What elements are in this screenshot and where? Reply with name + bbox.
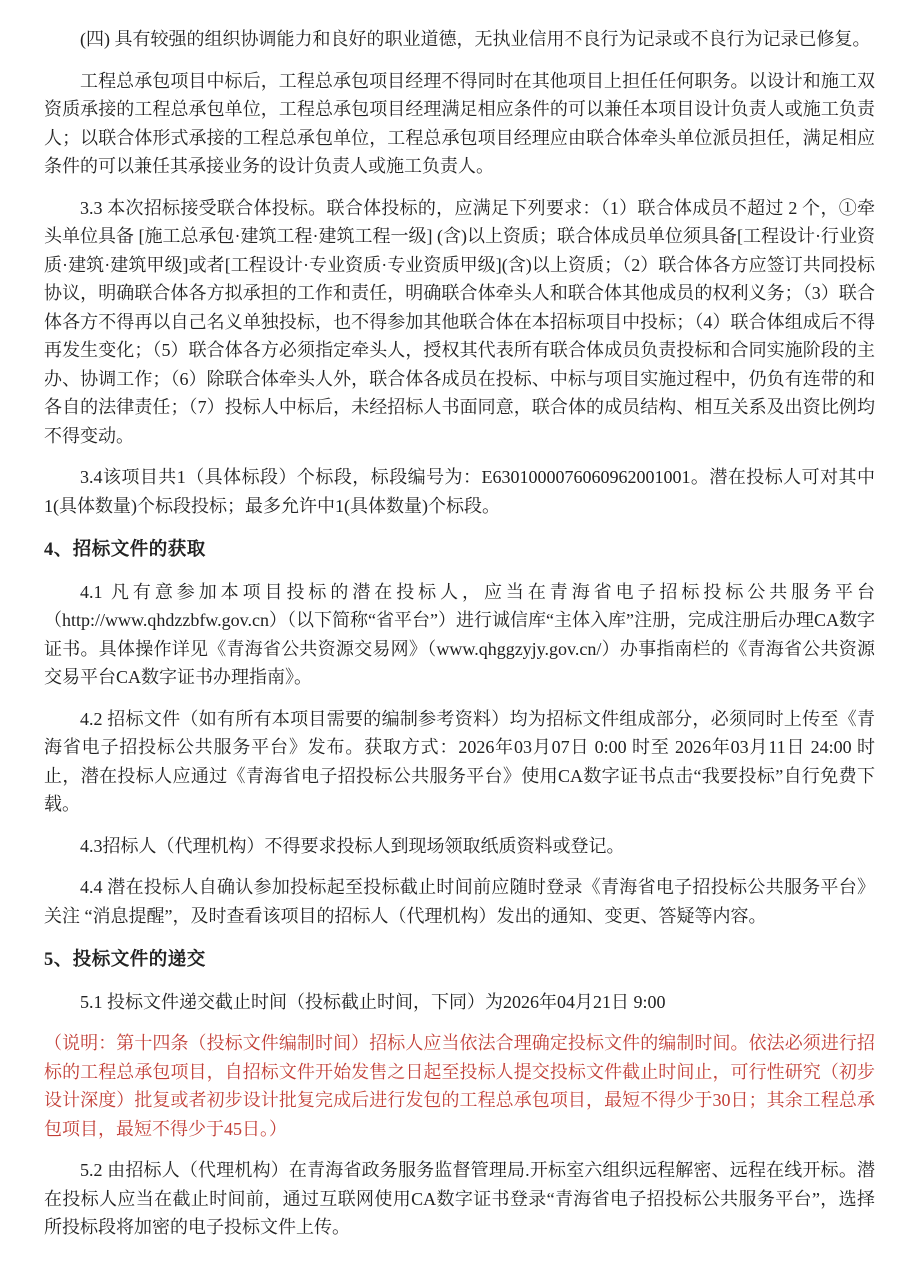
paragraph-note-article-14-red: （说明：第十四条（投标文件编制时间）招标人应当依法合理确定投标文件的编制时间。依法必须进行招标的工程总承包项目，自招标文件开始发售之日起至投标人提交投标文件截止时间止，可行性研究（初步设计深度）批复或者初步设计批复完成后进行发包的工程总承包项目，最短不得少于30日；其余工程总承包项目，最短不得少于45日。） <box>44 1033 875 1139</box>
section-heading-4-obtaining-bid-documents: 4、招标文件的获取 <box>44 540 206 560</box>
section-heading-5-bid-submission: 5、投标文件的递交 <box>44 950 206 970</box>
paragraph-3-4-bid-sections: 3.4该项目共1（具体标段）个标段，标段编号为：E6301000076060962001001。潜在投标人可对其中1(具体数量)个标段投标；最多允许中1(具体数量)个标段。 <box>44 467 875 516</box>
paragraph-4-3-no-onsite-collection: 4.3招标人（代理机构）不得要求投标人到现场领取纸质资料或登记。 <box>80 835 625 856</box>
paragraph-qualification-clause-4: (四) 具有较强的组织协调能力和良好的职业道德，无执业信用不良行为记录或不良行为记录已修复。 <box>80 29 871 49</box>
paragraph-4-4-message-reminder: 4.4 潜在投标人自确认参加投标起至投标截止时间前应随时登录《青海省电子招投标公共服务平台》关注 “消息提醒”，及时查看该项目的招标人（代理机构）发出的通知、变更、答疑等内容。 <box>44 877 875 926</box>
paragraph-4-2-document-release-schedule: 4.2 招标文件（如有所有本项目需要的编制参考资料）均为招标文件组成部分，必须同时上传至《青海省电子招投标公共服务平台》发布。获取方式：2026年03月07日 0:00 时至 2026年03月11日 24:00 时止，潜在投标人应通过《青海省电子招投标公共服务平台》使用CA数字证书点击“我要投标”自行免费下载。 <box>44 708 875 814</box>
paragraph-5-1-submission-deadline: 5.1 投标文件递交截止时间（投标截止时间，下同）为2026年04月21日 9:00 <box>80 991 666 1012</box>
paragraph-4-1-platform-registration: 4.1 凡有意参加本项目投标的潜在投标人，应当在青海省电子招标投标公共服务平台（http://www.qhdzzbfw.gov.cn）（以下简称“省平台”）进行诚信库“主体入库”注册，完成注册后办理CA数字证书。具体操作详见《青海省公共资源交易网》（www.qhggzyjy.gov.cn/）办事指南栏的《青海省公共资源交易平台CA数字证书办理指南》。 <box>44 581 875 687</box>
paragraph-3-3-consortium-bidding: 3.3 本次招标接受联合体投标。联合体投标的，应满足下列要求：（1）联合体成员不超过 2 个，①牵头单位具备 [施工总承包·建筑工程·建筑工程一级] (含)以上资质；联合体成员单位须具备[工程设计·行业资质·建筑·建筑甲级]或者[工程设计·专业资质·专业资质甲级](含)以上资质；（2）联合体各方应签订共同投标协议，明确联合体各方拟承担的工作和责任，明确联合体牵头人和联合体其他成员的权利义务；（3）联合体各方不得再以自己名义单独投标，也不得参加其他联合体在本招标项目中投标；（4）联合体组成后不得再发生变化；（5）联合体各方必须指定牵头人，授权其代表所有联合体成员负责投标和合同实施阶段的主办、协调工作；（6）除联合体牵头人外，联合体各成员在投标、中标与项目实施过程中，仍负有连带的和各自的法律责任；（7）投标人中标后，未经招标人书面同意，联合体的成员结构、相互关系及出资比例均不得变动。 <box>44 197 875 446</box>
paragraph-epc-project-manager-rules: 工程总承包项目中标后，工程总承包项目经理不得同时在其他项目上担任任何职务。以设计和施工双资质承接的工程总承包单位，工程总承包项目经理满足相应条件的可以兼任本项目设计负责人或施工负责人；以联合体形式承接的工程总承包单位，工程总承包项目经理应由联合体牵头单位派员担任，满足相应条件的可以兼任其承接业务的设计负责人或施工负责人。 <box>44 70 875 176</box>
paragraph-5-2-remote-bid-opening: 5.2 由招标人（代理机构）在青海省政务服务监督管理局.开标室六组织远程解密、远程在线开标。潜在投标人应当在截止时间前，通过互联网使用CA数字证书登录“青海省电子招投标公共服务平台”，选择所投标段将加密的电子投标文件上传。 <box>44 1160 875 1237</box>
